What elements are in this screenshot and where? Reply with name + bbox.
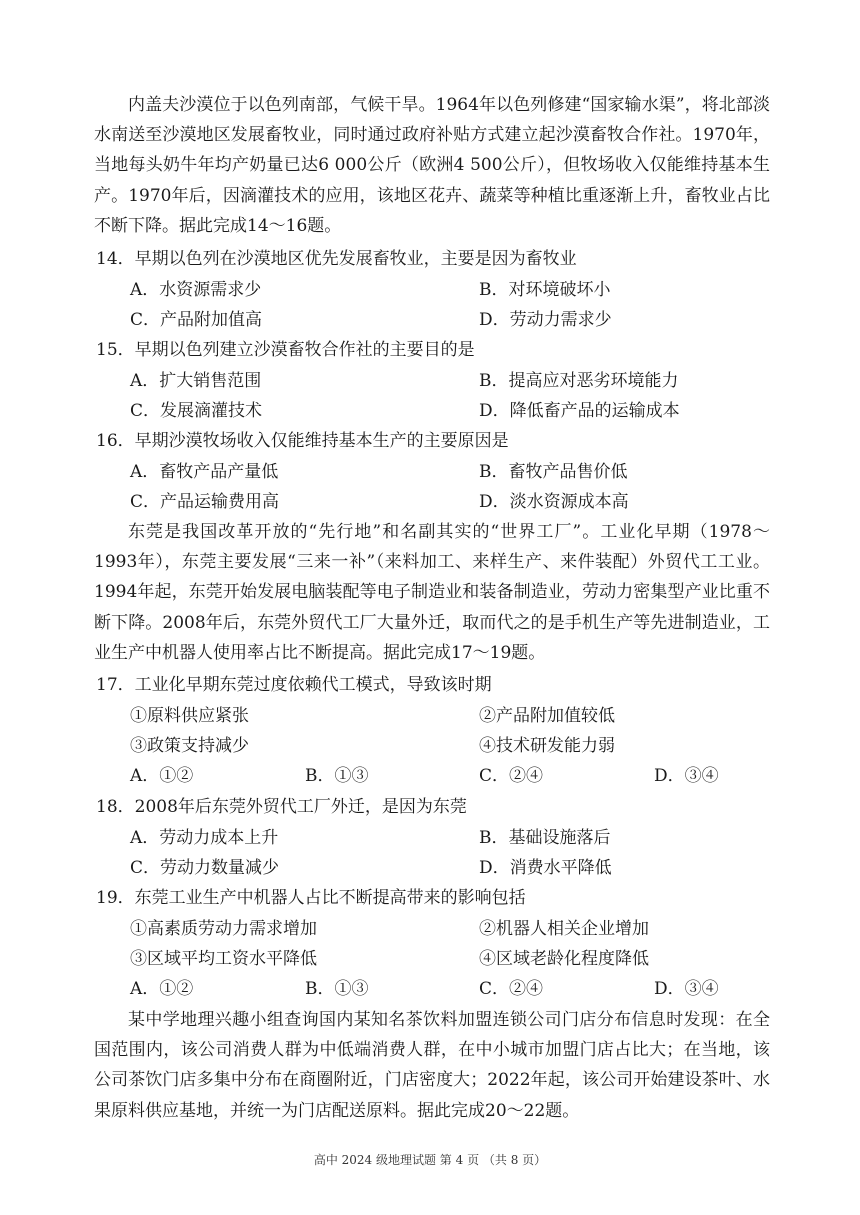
q19-option-b[interactable]: B．①③ [305, 979, 369, 999]
q16-option-a[interactable]: A．畜牧产品产量低 [130, 462, 279, 482]
q15-option-c[interactable]: C．发展滴灌技术 [130, 401, 263, 421]
question-16-stem: 16．早期沙漠牧场收入仅能维持基本生产的主要原因是 [96, 431, 509, 451]
q18-option-b[interactable]: B．基础设施落后 [479, 828, 611, 848]
q14-option-c[interactable]: C．产品附加值高 [130, 310, 263, 330]
q14-option-d[interactable]: D．劳动力需求少 [479, 310, 612, 330]
question-19-stem: 19．东莞工业生产中机器人占比不断提高带来的影响包括 [96, 888, 526, 908]
passage-text: 内盖夫沙漠位于以色列南部，气候干旱。1964年以色列修建“国家输水渠”，将北部淡水南送至沙漠地区发展畜牧业，同时通过政府补贴方式建立起沙漠畜牧合作社。1970年，当地每头奶牛年均产奶量已达6 000公斤（欧洲4 500公斤），但牧场收入仅能维持基本生产。1970年后，因滴灌技术的应用，该地区花卉、蔬菜等种植比重逐渐上升，畜牧业占比不断下降。据此完成14～16题。 [94, 95, 770, 236]
q15-option-a[interactable]: A．扩大销售范围 [130, 371, 262, 391]
q17-option-b[interactable]: B．①③ [305, 766, 369, 786]
page-footer: 高中 2024 级地理试题 第 4 页 （共 8 页） [313, 1153, 547, 1167]
passage-negev [94, 90, 770, 241]
q19-statement-3: ③区域平均工资水平降低 [130, 949, 317, 969]
q17-option-c[interactable]: C．②④ [479, 766, 544, 786]
passage-tea-chain [94, 1005, 770, 1126]
q15-option-d[interactable]: D．降低畜产品的运输成本 [479, 401, 680, 421]
q19-statement-4: ④区域老龄化程度降低 [479, 949, 649, 969]
question-15-stem: 15．早期以色列建立沙漠畜牧合作社的主要目的是 [96, 340, 475, 360]
question-17-stem: 17．工业化早期东莞过度依赖代工模式，导致该时期 [96, 675, 492, 695]
q16-option-c[interactable]: C．产品运输费用高 [130, 492, 280, 512]
q18-option-c[interactable]: C．劳动力数量减少 [130, 858, 280, 878]
q16-option-b[interactable]: B．畜牧产品售价低 [479, 462, 628, 482]
passage-dongguan [94, 517, 770, 668]
q17-statement-3: ③政策支持减少 [130, 736, 249, 756]
q14-option-a[interactable]: A．水资源需求少 [130, 280, 262, 300]
question-14-stem: 14．早期以色列在沙漠地区优先发展畜牧业，主要是因为畜牧业 [96, 249, 577, 269]
q17-option-a[interactable]: A．①② [130, 766, 194, 786]
passage-text: 某中学地理兴趣小组查询国内某知名茶饮料加盟连锁公司门店分布信息时发现：在全国范围内，该公司消费人群为中低端消费人群，在中小城市加盟门店占比大；在当地，该公司茶饮门店多集中分布在商圈附近，门店密度大；2022年起，该公司开始建设茶叶、水果原料供应基地，并统一为门店配送原料。据此完成20～22题。 [94, 1010, 770, 1121]
q19-statement-1: ①高素质劳动力需求增加 [130, 919, 317, 939]
q17-statement-4: ④技术研发能力弱 [479, 736, 615, 756]
q17-option-d[interactable]: D．③④ [654, 766, 719, 786]
q18-option-a[interactable]: A．劳动力成本上升 [130, 828, 279, 848]
q15-option-b[interactable]: B．提高应对恶劣环境能力 [479, 371, 679, 391]
question-18-stem: 18．2008年后东莞外贸代工厂外迁，是因为东莞 [96, 797, 467, 817]
q19-option-c[interactable]: C．②④ [479, 979, 544, 999]
q19-statement-2: ②机器人相关企业增加 [479, 919, 649, 939]
q16-option-d[interactable]: D．淡水资源成本高 [479, 492, 629, 512]
q14-option-b[interactable]: B．对环境破坏小 [479, 280, 611, 300]
q17-statement-2: ②产品附加值较低 [479, 706, 615, 726]
q19-option-a[interactable]: A．①② [130, 979, 194, 999]
q18-option-d[interactable]: D．消费水平降低 [479, 858, 612, 878]
q17-statement-1: ①原料供应紧张 [130, 706, 249, 726]
q19-option-d[interactable]: D．③④ [654, 979, 719, 999]
passage-text: 东莞是我国改革开放的“先行地”和名副其实的“世界工厂”。工业化早期（1978～1993年），东莞主要发展“三来一补”（来料加工、来样生产、来件装配）外贸代工工业。1994年起，东莞开始发展电脑装配等电子制造业和装备制造业，劳动力密集型产业比重不断下降。2008年后，东莞外贸代工厂大量外迁，取而代之的是手机生产等先进制造业，工业生产中机器人使用率占比不断提高。据此完成17～19题。 [94, 522, 770, 663]
